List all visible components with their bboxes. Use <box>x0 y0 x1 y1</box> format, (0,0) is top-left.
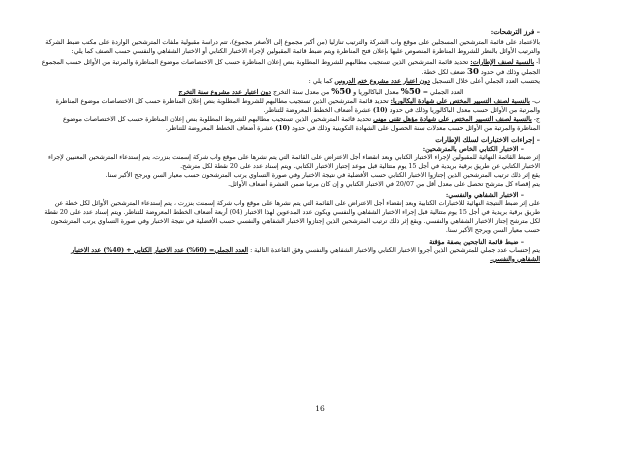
section-c-line: ج- بالنسبة لصنف التسيير المختص على شهادة مؤهل تقني مهني تحديد قائمة المترشحين الذين تستجيب مطالبهم للشروط المطلوبة بنص إعلان المناظرة حسب كل الاختصاصات موضوع <box>62 116 540 124</box>
formula-total-score: العدد الجملي = 50% معدل الباكالوريا و 50% من معدل سنة التخرج دون اعتبار عدد مشروع سنة التخرج <box>178 87 464 98</box>
subheading-written-test: – الاختبار الكتابي الخاص بالمترشحين: <box>422 144 524 153</box>
oral-test-line: لكل مترشح إجتاز الاختبار الشفاهي والنفسي. ويقع إثر ذلك ترتيب المترشحين الذين إجتازوا الاختبار الشفاهي والنفسي حسب الأفضلية في نتيجة الاختبار وفي صورة التساوي يرتب المترشحون <box>50 218 540 226</box>
heading-provisional-winners: – ضبط قائمة الناجحين بصفة مؤقتة <box>429 237 524 246</box>
section-a-line-3: يحتسب العدد الجملي أعلى خلال التسجيل دون اعتبار عدد مشروع ختم الدروس كما يلي : <box>308 77 540 85</box>
section-b-line: ب- بالنسبة لصنف التسيير المختص على شهادة البكالوريا: تحديد قائمة المترشحين الذين تستجيب مطالبهم للشروط المطلوبة بنص إعلان المناظرة حسب كل الاختصاصات موضوع المناظرة <box>55 98 540 106</box>
section-a-text: تحديد قائمة المترشحين الذين تستجيب مطالبهم للشروط المطلوبة بنص إعلان المناظرة حسب كل الاختصاصات موضوع المناظرة والمرتبة من الأوائل حسب المجموع <box>41 58 469 66</box>
oral-test-line: حسب معيار السن ويرجح الأكبر سنا. <box>445 227 540 235</box>
section-c-line-2: المناظرة والمرتبة من الأوائل حسب معدلات سنة الحصول على الشهادة التكوينية وذلك في حدود (10) عشرة أضعاف الخطط المعروضة للتناظر. <box>165 125 540 133</box>
section-a-label: بالنسبة لصنف الإطارات: <box>470 58 535 66</box>
multiplier-number: 30 <box>467 66 479 77</box>
section-b-line-2: والمرتبة من الأوائل حسب معدل الباكالوريا وذلك في حدود (10) عشرة أضعاف الخطط المعروضة للتناظر. <box>263 107 540 115</box>
final-score-line: يتم إحتساب عدد جملي للمترشحين الذين أجروا الاختبار الكتابي والاختبار الشفاهي والنفسي وفق القاعدة التالية : العدد الجملي= (60%) عدد الاختبار الكتابي + (40%) عدد الاختبار <box>71 246 540 254</box>
oral-test-line: على إثر ضبط النتيجة النهائية للاختبارات الكتابية وبعد إنقضاء أجل الاعتراض على القائمة التي يتم نشرها على موقع واب شركة إسمنت بنزرت ، يتم إستدعاء المترشحين الأوائل لكل خطة عن <box>54 200 540 208</box>
final-score-formula: العدد الجملي= (60%) عدد الاختبار الكتابي + (40%) عدد الاختبار <box>71 246 249 254</box>
subheading-oral-test: – الاختبار الشفاهي والنفسي: <box>445 191 524 200</box>
heading-candidates-sorting: – فرز الترشحات: <box>490 28 540 36</box>
written-test-line: يتم إقصاء كل مترشح تحصل على معدل أقل من 20/07 في الاختبار الكتابي و إن كان مرتبا ضمن العشرة أضعاف الأوائل. <box>228 180 540 188</box>
written-test-line: الاختبار الكتابي عن طريق برقية بريدية في أجل 15 يوم متتالية قبل موعد إجتياز الاختبار الكتابي. ويتم إسناد عدد على 20 نقطة لكل مترشح. <box>180 162 540 170</box>
written-test-line: إثر ضبط القائمة النهائية للمقبولين لإجراء الاختبار الكتابي وبعد انقضاء أجل الاعتراض على القائمة التي يتم نشرها على موقع واب شركة إسمنت بنزرت، يتم إستدعاء المترشحين المعنيين لإجراء <box>48 153 540 161</box>
heading-test-procedures: – إجراءات الاختبارات لسلك الإطارات <box>435 135 540 144</box>
section-b-label: بالنسبة لصنف التسيير المختص على شهادة البكالوريا: <box>390 98 530 106</box>
paragraph-line: بالاعتماد على قائمة المترشحين المسجلين على موقع واب الشركة والترتيب تنازليا (من أكبر مجموع إلى الأصغر مجموع)، تتم دراسة مقبولية ملفات المترشحين الواردة على مكتب ضبط الشركة <box>45 38 540 46</box>
written-test-line: يقع إثر ذلك ترتيب المترشحين الذين إجتازوا الاختبار الكتابي حسب الأفضلية في نتيجة الاختبار وفي صورة التساوي يرتب المترشحون حسب معيار السن ويرجح الأكبر سنا. <box>105 171 540 179</box>
section-a-line-2: الجملي وذلك في حدود 30 ضعف لكل خطة. <box>421 66 540 77</box>
paragraph-line: والترتيب الأوائل بالنظر للشروط المناظرة المنصوص عليها بإعلان فتح المناظرة ويتم ضبط قائمة المقبولين لإجراء الاختبار الكتابي أو الاختبار الشفاهي والنفسي حسب الصنف كما يلي: <box>71 47 540 55</box>
section-c-label: بالنسبة لصنف التسيير المختص على شهادة مؤهل تقني مهني <box>373 116 532 124</box>
section-a-number: أ- <box>536 58 540 66</box>
oral-test-line: طريق برقية بريدية في أجل 15 يوم متتالية قبل إجراء الاختبار الشفاهي والنفسي ويكون عدد المدعوين لهذا الاختبار (04) أربعة أضعاف الخطط المعروضة للتناظر. ويتم إسناد عدد على 20 نقطة <box>44 209 540 217</box>
page-number: 16 <box>315 404 325 413</box>
final-score-line-2: الشفاهي والنفسي. <box>489 255 540 263</box>
